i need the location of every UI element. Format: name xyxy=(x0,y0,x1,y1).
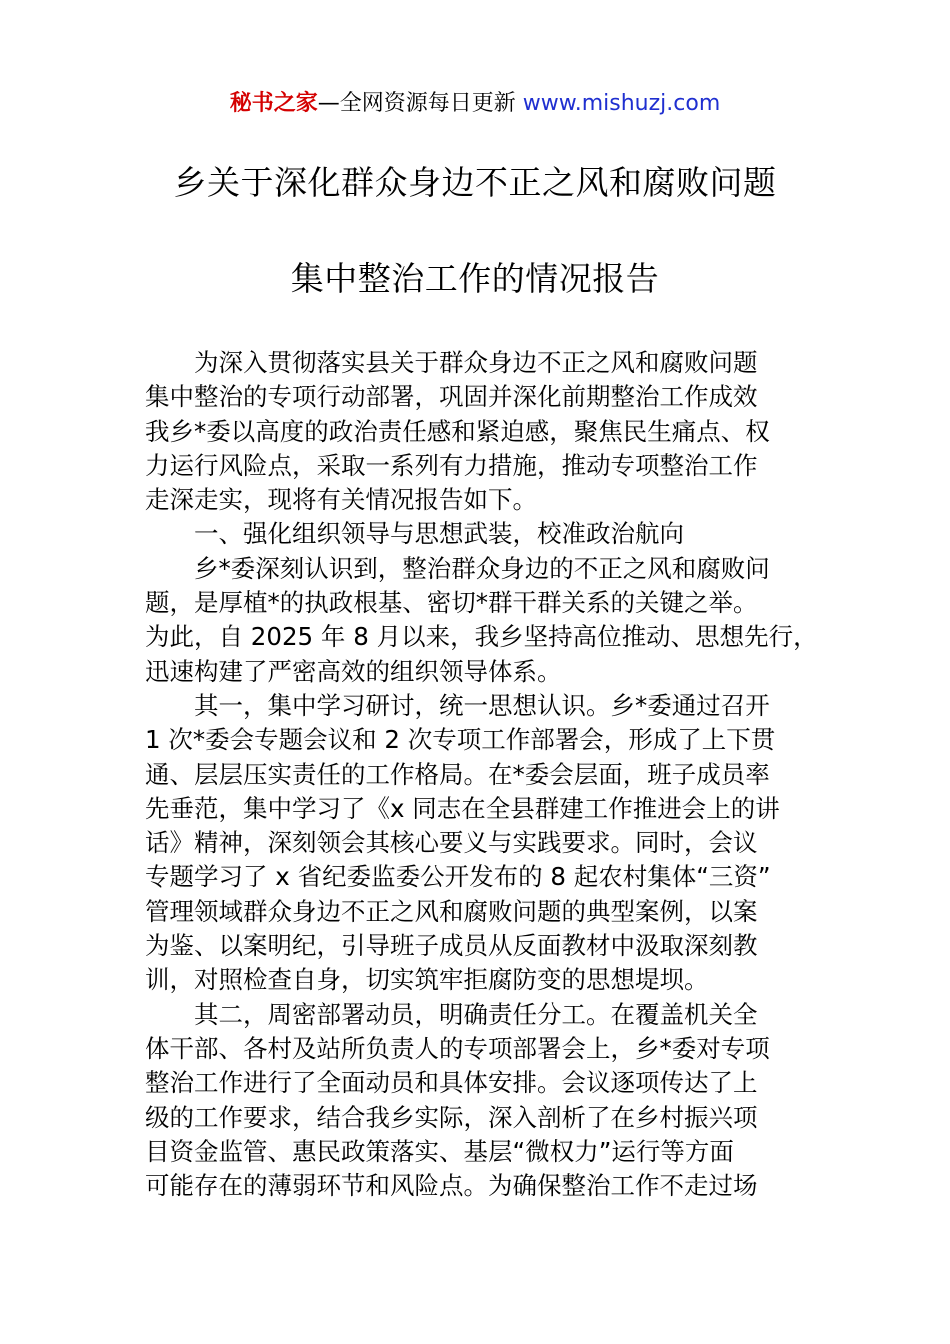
body-line: 走深走实，现将有关情况报告如下。 xyxy=(145,485,537,515)
body-line: 其一，集中学习研讨，统一思想认识。乡*委通过召开 xyxy=(194,690,770,720)
body-line: 通、层层压实责任的工作格局。在*委会层面，班子成员率 xyxy=(145,759,770,789)
body-line: 我乡*委以高度的政治责任感和紧迫感，聚焦民生痛点、权 xyxy=(145,416,770,446)
body-line: 其二，周密部署动员，明确责任分工。在覆盖机关全 xyxy=(194,999,758,1029)
document-title-line-2: 集中整治工作的情况报告 xyxy=(290,259,660,298)
body-line: 体干部、各村及站所负责人的专项部署会上，乡*委对专项 xyxy=(145,1033,770,1063)
body-line: 乡*委深刻认识到，整治群众身边的不正之风和腐败问 xyxy=(194,553,770,583)
body-line: 集中整治的专项行动部署，巩固并深化前期整治工作成效 xyxy=(145,382,758,412)
body-line: 专题学习了 x 省纪委监委公开发布的 8 起农村集体“三资” xyxy=(145,862,771,892)
body-line: 训，对照检查自身，切实筑牢拒腐防变的思想堤坝。 xyxy=(145,965,709,995)
report-body xyxy=(145,346,825,1203)
body-line: 1 次*委会专题会议和 2 次专项工作部署会，形成了上下贯 xyxy=(145,725,776,755)
document-title-line-1: 乡关于深化群众身边不正之风和腐败问题 xyxy=(173,163,777,202)
site-url[interactable]: www.mishuzj.com xyxy=(522,91,721,116)
body-line: 整治工作进行了全面动员和具体安排。会议逐项传达了上 xyxy=(145,1068,758,1098)
header-tagline: —全网资源每日更新 xyxy=(317,91,523,116)
body-line: 力运行风险点，采取一系列有力措施，推动专项整治工作 xyxy=(145,450,758,480)
body-line: 可能存在的薄弱环节和风险点。为确保整治工作不走过场 xyxy=(145,1171,758,1201)
body-line: 为此，自 2025 年 8 月以来，我乡坚持高位推动、思想先行， xyxy=(145,622,818,652)
body-line: 题，是厚植*的执政根基、密切*群干群关系的关键之举。 xyxy=(145,588,758,618)
site-header xyxy=(0,88,950,120)
body-line: 先垂范，集中学习了《x 同志在全县群建工作推进会上的讲 xyxy=(145,793,780,823)
body-line: 为鉴、以案明纪，引导班子成员从反面教材中汲取深刻教 xyxy=(145,931,758,961)
body-line: 话》精神，深刻领会其核心要义与实践要求。同时，会议 xyxy=(145,828,758,858)
body-line: 级的工作要求，结合我乡实际，深入剖析了在乡村振兴项 xyxy=(145,1102,758,1132)
brand-name: 秘书之家 xyxy=(229,91,318,116)
body-line: 为深入贯彻落实县关于群众身边不正之风和腐败问题 xyxy=(194,348,758,377)
body-line: 目资金监管、惠民政策落实、基层“微权力”运行等方面 xyxy=(145,1136,734,1166)
section-heading: 一、强化组织领导与思想武装，校准政治航向 xyxy=(194,519,684,549)
body-line: 管理领域群众身边不正之风和腐败问题的典型案例，以案 xyxy=(145,896,758,926)
body-line: 迅速构建了严密高效的组织领导体系。 xyxy=(145,656,562,686)
